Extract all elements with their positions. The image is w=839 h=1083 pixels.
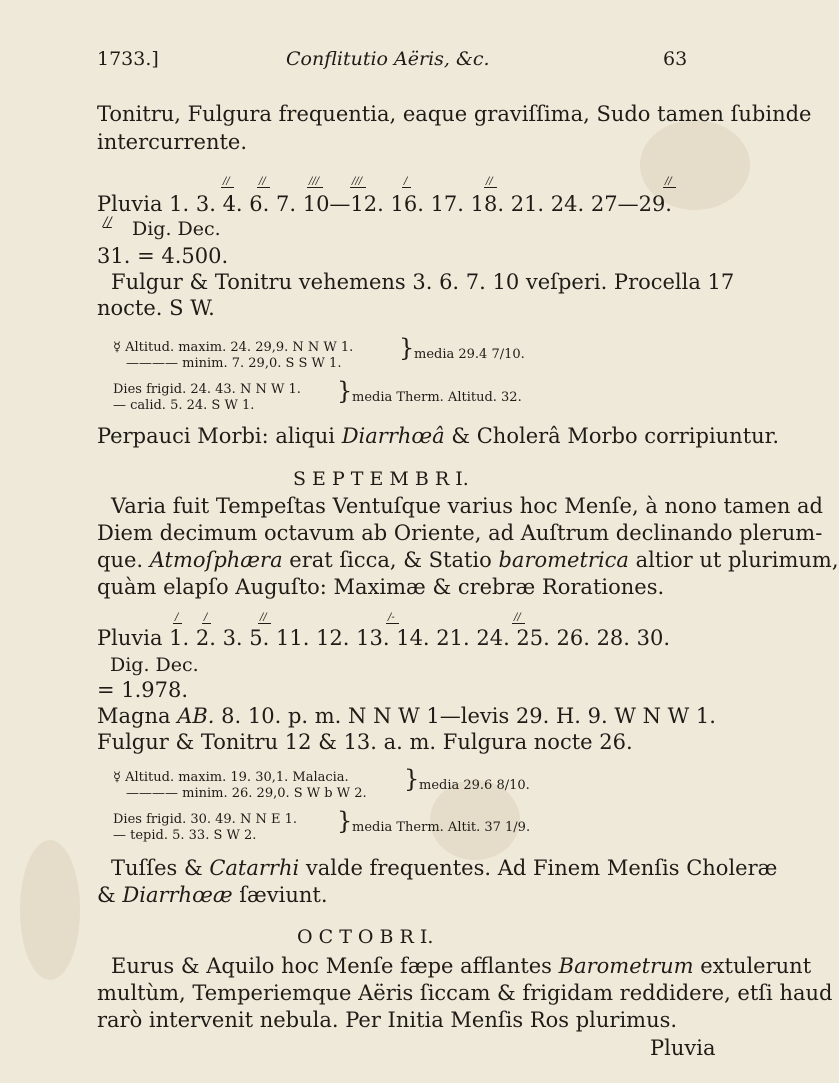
intro-line-2: intercurrente. — [97, 130, 248, 154]
dig-dec: Dig. Dec. — [132, 218, 221, 240]
running-title: Conflitutio Aëris, &c. — [286, 48, 490, 70]
brace-icon: } — [404, 765, 420, 793]
morbi-text: Perpauci Morbi: aliqui — [97, 424, 336, 448]
rain-mark: // — [259, 176, 266, 187]
sept-italic: Atmoſphæra — [149, 548, 283, 572]
sept-baro-min: ———— minim. 26. 29,0. S W b W 2. — [126, 786, 367, 801]
rain-mark: /// — [352, 176, 363, 187]
sept-text: erat ſicca, & Statio — [289, 548, 492, 572]
sept-para-2: Diem decimum octavum ab Oriente, ad Auſtrum declinando plerum- — [97, 521, 823, 545]
rain-mark: // — [486, 176, 493, 187]
oct-text-2: extulerunt — [700, 954, 812, 978]
magna-text-2: 8. 10. p. m. N N W 1—levis 29. H. 9. W N W 1. — [221, 704, 716, 728]
sept-text: altior ut plurimum, — [635, 548, 839, 572]
brace-icon: } — [399, 334, 415, 362]
sept-italic: barometrica — [498, 548, 629, 572]
sept-diarrhoea-line — [97, 883, 328, 907]
sept-fulgur-line: Fulgur & Tonitru 12 & 13. a. m. Fulgura nocte 26. — [97, 730, 633, 754]
sept-para-1: Varia fuit Tempeſtas Ventuſque varius hoc Menſe, à nono tamen ad — [111, 494, 824, 518]
sept-baro-media: media 29.6 8/10. — [419, 778, 530, 793]
dies-calid: — calid. 5. 24. S W 1. — [113, 398, 255, 413]
sept-therm-media: media Therm. Altit. 37 1/9. — [352, 820, 531, 835]
morbi-text-2: & Cholerâ Morbo corripiuntur. — [451, 424, 780, 448]
catchword: Pluvia — [650, 1036, 716, 1060]
rain-mark: // — [514, 612, 521, 623]
sept-para-3 — [97, 548, 839, 572]
oct-italic: Barometrum — [558, 954, 694, 978]
sept-para-4: quàm elapſo Auguſto: Maximæ & crebræ Rorationes. — [97, 575, 665, 599]
fulgur-line: Fulgur & Tonitru vehemens 3. 6. 7. 10 veſperi. Procella 17 — [111, 270, 735, 294]
page-number: 63 — [663, 48, 688, 70]
sept-text: que. — [97, 548, 144, 572]
morbi-line — [97, 424, 779, 448]
diarr-text: & — [97, 883, 116, 907]
morbi-italic: Diarrhœâ — [341, 424, 445, 448]
foxing-stain — [20, 840, 80, 980]
sept-magna-line — [97, 704, 716, 728]
magna-italic: AB. — [177, 704, 215, 728]
rain-mark: /// — [309, 176, 320, 187]
sept-pluvia-line: Pluvia 1. 2. 3. 5. 11. 12. 13. 14. 21. 24. 25. 26. 28. 30. — [97, 626, 671, 650]
rain-mark: / — [404, 176, 408, 187]
tusses-italic: Catarrhi — [209, 856, 300, 880]
dies-frigid: Dies frigid. 24. 43. N N W 1. — [113, 382, 301, 397]
rain-mark: /- — [388, 612, 395, 623]
rain-total: 31. = 4.500. — [97, 244, 229, 268]
magna-text: Magna — [97, 704, 171, 728]
tusses-text: Tuſſes & — [111, 856, 203, 880]
intro-line-1: Tonitru, Fulgura frequentia, eaque graviſſima, Sudo tamen ſubinde — [97, 102, 812, 126]
pluvia-line: Pluvia 1. 3. 4. 6. 7. 10—12. 16. 17. 18. 21. 24. 27—29. — [97, 192, 672, 216]
rain-mark: // — [260, 612, 267, 623]
september-heading: S E P T E M B R I. — [293, 468, 469, 490]
dig-mark: // — [103, 215, 112, 230]
header-year: 1733.] — [97, 48, 159, 70]
fulgur-line-2: nocte. S W. — [97, 296, 215, 320]
therm-media: media Therm. Altitud. 32. — [352, 390, 522, 405]
rain-marks — [0, 176, 800, 188]
tusses-text-2: valde frequentes. Ad Finem Menſis Choleræ — [305, 856, 778, 880]
sept-dies-frigid: Dies frigid. 30. 49. N N E 1. — [113, 812, 297, 827]
sept-dig-dec: Dig. Dec. — [110, 654, 199, 676]
rain-mark: / — [175, 612, 179, 623]
baro-media: media 29.4 7/10. — [414, 347, 525, 362]
brace-icon: } — [337, 807, 353, 835]
oct-para-2: multùm, Temperiemque Aëris ſiccam & frigidam reddidere, etſi haud — [97, 981, 833, 1005]
baro-min: ———— minim. 7. 29,0. S S W 1. — [126, 356, 342, 371]
rain-mark: / — [204, 612, 208, 623]
rain-marks-sept — [0, 612, 800, 624]
october-heading: O C T O B R I. — [297, 926, 434, 948]
rain-mark: // — [223, 176, 230, 187]
oct-para-1 — [111, 954, 811, 978]
diarr-italic: Diarrhœæ — [122, 883, 233, 907]
brace-icon: } — [337, 377, 353, 405]
sept-rain-total: = 1.978. — [97, 678, 189, 702]
oct-para-3: rarò intervenit nebula. Per Initia Menſis Ros plurimus. — [97, 1008, 678, 1032]
oct-text: Eurus & Aquilo hoc Menſe fæpe afflantes — [111, 954, 552, 978]
sept-baro-max: ☿ Altitud. maxim. 19. 30,1. Malacia. — [113, 770, 349, 785]
rain-mark: // — [665, 176, 672, 187]
sept-tusses-line — [111, 856, 777, 880]
baro-max: ☿ Altitud. maxim. 24. 29,9. N N W 1. — [113, 340, 354, 355]
diarr-text-2: ſæviunt. — [239, 883, 328, 907]
sept-dies-tepid: — tepid. 5. 33. S W 2. — [113, 828, 257, 843]
